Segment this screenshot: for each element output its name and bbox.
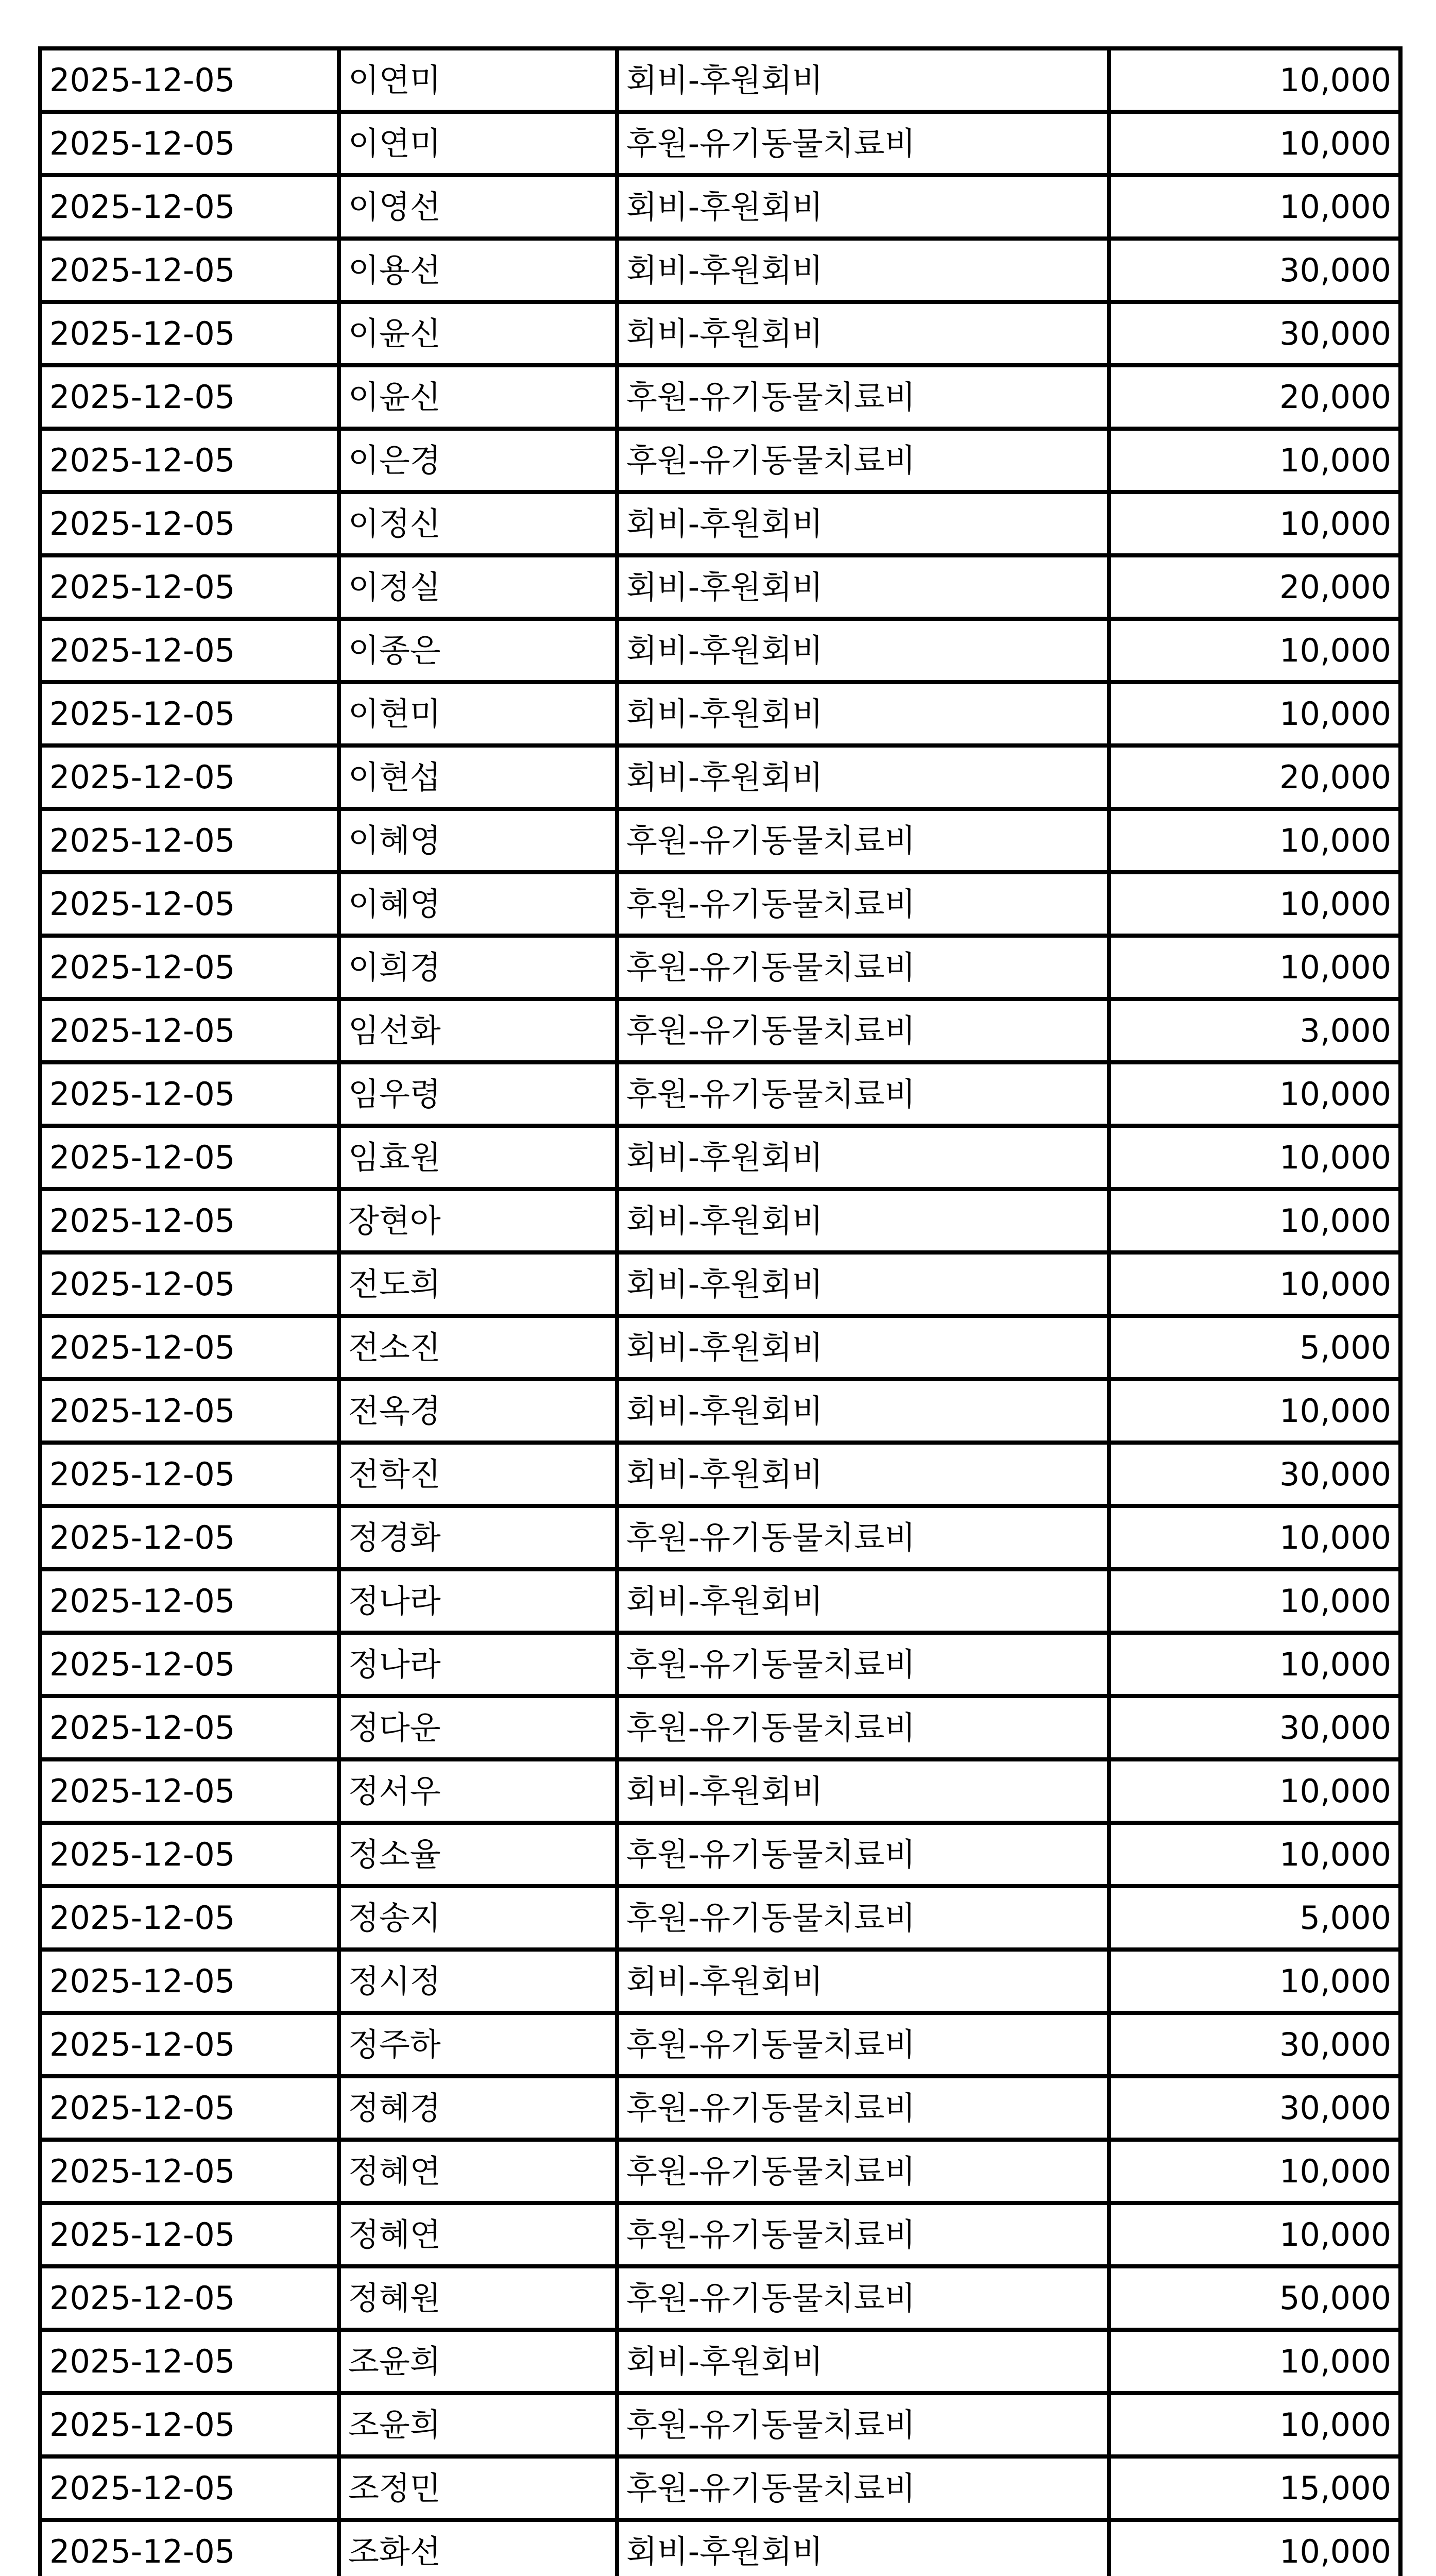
amount-cell: 5,000 bbox=[1109, 1886, 1400, 1950]
date-cell: 2025-12-05 bbox=[40, 2520, 339, 2576]
name-cell: 이연미 bbox=[339, 48, 617, 112]
date-cell: 2025-12-05 bbox=[40, 1633, 339, 1696]
name-cell: 조화선 bbox=[339, 2520, 617, 2576]
date-cell: 2025-12-05 bbox=[40, 619, 339, 682]
date-cell: 2025-12-05 bbox=[40, 809, 339, 872]
table-row bbox=[40, 936, 1400, 999]
item-cell: 회비-후원회비 bbox=[617, 682, 1109, 745]
date-cell: 2025-12-05 bbox=[40, 1443, 339, 1506]
item-cell: 후원-유기동물치료비 bbox=[617, 1506, 1109, 1569]
amount-cell: 30,000 bbox=[1109, 239, 1400, 302]
date-cell: 2025-12-05 bbox=[40, 1696, 339, 1759]
name-cell: 정혜경 bbox=[339, 2076, 617, 2140]
item-cell: 후원-유기동물치료비 bbox=[617, 872, 1109, 936]
item-cell: 후원-유기동물치료비 bbox=[617, 1886, 1109, 1950]
name-cell: 장현아 bbox=[339, 1189, 617, 1252]
date-cell: 2025-12-05 bbox=[40, 1062, 339, 1126]
table-row bbox=[40, 2393, 1400, 2456]
amount-cell: 20,000 bbox=[1109, 555, 1400, 619]
table-row bbox=[40, 2520, 1400, 2576]
amount-cell: 20,000 bbox=[1109, 365, 1400, 429]
table-row bbox=[40, 2266, 1400, 2330]
item-cell: 회비-후원회비 bbox=[617, 1189, 1109, 1252]
table-row bbox=[40, 1379, 1400, 1443]
table-row bbox=[40, 1189, 1400, 1252]
table-row bbox=[40, 745, 1400, 809]
date-cell: 2025-12-05 bbox=[40, 302, 339, 365]
amount-cell: 10,000 bbox=[1109, 1569, 1400, 1633]
amount-cell: 10,000 bbox=[1109, 1189, 1400, 1252]
item-cell: 후원-유기동물치료비 bbox=[617, 112, 1109, 175]
name-cell: 이은경 bbox=[339, 429, 617, 492]
item-cell: 후원-유기동물치료비 bbox=[617, 2203, 1109, 2266]
date-cell: 2025-12-05 bbox=[40, 2456, 339, 2520]
date-cell: 2025-12-05 bbox=[40, 365, 339, 429]
table-row bbox=[40, 2456, 1400, 2520]
amount-cell: 10,000 bbox=[1109, 1950, 1400, 2013]
name-cell: 전도희 bbox=[339, 1252, 617, 1316]
item-cell: 후원-유기동물치료비 bbox=[617, 999, 1109, 1062]
table-row bbox=[40, 492, 1400, 555]
name-cell: 정나라 bbox=[339, 1569, 617, 1633]
amount-cell: 10,000 bbox=[1109, 809, 1400, 872]
name-cell: 전옥경 bbox=[339, 1379, 617, 1443]
date-cell: 2025-12-05 bbox=[40, 999, 339, 1062]
date-cell: 2025-12-05 bbox=[40, 1950, 339, 2013]
date-cell: 2025-12-05 bbox=[40, 492, 339, 555]
amount-cell: 5,000 bbox=[1109, 1316, 1400, 1379]
item-cell: 회비-후원회비 bbox=[617, 302, 1109, 365]
table-row bbox=[40, 1443, 1400, 1506]
name-cell: 정주하 bbox=[339, 2013, 617, 2076]
amount-cell: 20,000 bbox=[1109, 745, 1400, 809]
item-cell: 후원-유기동물치료비 bbox=[617, 936, 1109, 999]
table-row bbox=[40, 1062, 1400, 1126]
date-cell: 2025-12-05 bbox=[40, 2203, 339, 2266]
date-cell: 2025-12-05 bbox=[40, 429, 339, 492]
name-cell: 이연미 bbox=[339, 112, 617, 175]
name-cell: 이희경 bbox=[339, 936, 617, 999]
name-cell: 전소진 bbox=[339, 1316, 617, 1379]
name-cell: 이윤신 bbox=[339, 302, 617, 365]
table-row bbox=[40, 1696, 1400, 1759]
date-cell: 2025-12-05 bbox=[40, 872, 339, 936]
item-cell: 후원-유기동물치료비 bbox=[617, 2140, 1109, 2203]
name-cell: 이윤신 bbox=[339, 365, 617, 429]
amount-cell: 10,000 bbox=[1109, 2203, 1400, 2266]
amount-cell: 10,000 bbox=[1109, 682, 1400, 745]
item-cell: 회비-후원회비 bbox=[617, 745, 1109, 809]
table-row bbox=[40, 1252, 1400, 1316]
amount-cell: 10,000 bbox=[1109, 1823, 1400, 1886]
item-cell: 회비-후원회비 bbox=[617, 1316, 1109, 1379]
date-cell: 2025-12-05 bbox=[40, 112, 339, 175]
item-cell: 후원-유기동물치료비 bbox=[617, 1633, 1109, 1696]
table-row bbox=[40, 1886, 1400, 1950]
date-cell: 2025-12-05 bbox=[40, 1506, 339, 1569]
name-cell: 전학진 bbox=[339, 1443, 617, 1506]
table-row bbox=[40, 1823, 1400, 1886]
item-cell: 후원-유기동물치료비 bbox=[617, 365, 1109, 429]
item-cell: 후원-유기동물치료비 bbox=[617, 1823, 1109, 1886]
table-row bbox=[40, 429, 1400, 492]
table-row bbox=[40, 2076, 1400, 2140]
date-cell: 2025-12-05 bbox=[40, 555, 339, 619]
table-row bbox=[40, 2013, 1400, 2076]
name-cell: 이혜영 bbox=[339, 809, 617, 872]
table-row bbox=[40, 1569, 1400, 1633]
table-row bbox=[40, 1126, 1400, 1189]
name-cell: 조윤희 bbox=[339, 2330, 617, 2393]
table-row bbox=[40, 555, 1400, 619]
item-cell: 회비-후원회비 bbox=[617, 1759, 1109, 1823]
amount-cell: 10,000 bbox=[1109, 936, 1400, 999]
item-cell: 후원-유기동물치료비 bbox=[617, 1696, 1109, 1759]
amount-cell: 10,000 bbox=[1109, 1379, 1400, 1443]
amount-cell: 30,000 bbox=[1109, 302, 1400, 365]
date-cell: 2025-12-05 bbox=[40, 2266, 339, 2330]
name-cell: 이종은 bbox=[339, 619, 617, 682]
item-cell: 후원-유기동물치료비 bbox=[617, 809, 1109, 872]
date-cell: 2025-12-05 bbox=[40, 1379, 339, 1443]
table-row bbox=[40, 112, 1400, 175]
name-cell: 정소율 bbox=[339, 1823, 617, 1886]
name-cell: 이현섭 bbox=[339, 745, 617, 809]
name-cell: 이정실 bbox=[339, 555, 617, 619]
table-row bbox=[40, 682, 1400, 745]
date-cell: 2025-12-05 bbox=[40, 2140, 339, 2203]
date-cell: 2025-12-05 bbox=[40, 2393, 339, 2456]
name-cell: 정경화 bbox=[339, 1506, 617, 1569]
table-row bbox=[40, 1633, 1400, 1696]
date-cell: 2025-12-05 bbox=[40, 745, 339, 809]
date-cell: 2025-12-05 bbox=[40, 936, 339, 999]
item-cell: 회비-후원회비 bbox=[617, 1569, 1109, 1633]
table-row bbox=[40, 809, 1400, 872]
name-cell: 조윤희 bbox=[339, 2393, 617, 2456]
table-row bbox=[40, 999, 1400, 1062]
date-cell: 2025-12-05 bbox=[40, 1189, 339, 1252]
name-cell: 이영선 bbox=[339, 175, 617, 239]
amount-cell: 3,000 bbox=[1109, 999, 1400, 1062]
name-cell: 이용선 bbox=[339, 239, 617, 302]
amount-cell: 10,000 bbox=[1109, 2140, 1400, 2203]
item-cell: 후원-유기동물치료비 bbox=[617, 2393, 1109, 2456]
item-cell: 회비-후원회비 bbox=[617, 1126, 1109, 1189]
amount-cell: 10,000 bbox=[1109, 2393, 1400, 2456]
table-row bbox=[40, 872, 1400, 936]
amount-cell: 10,000 bbox=[1109, 1126, 1400, 1189]
date-cell: 2025-12-05 bbox=[40, 2330, 339, 2393]
item-cell: 회비-후원회비 bbox=[617, 555, 1109, 619]
name-cell: 정혜연 bbox=[339, 2203, 617, 2266]
name-cell: 임우령 bbox=[339, 1062, 617, 1126]
date-cell: 2025-12-05 bbox=[40, 1126, 339, 1189]
item-cell: 후원-유기동물치료비 bbox=[617, 1062, 1109, 1126]
amount-cell: 10,000 bbox=[1109, 872, 1400, 936]
table-row bbox=[40, 175, 1400, 239]
table-row bbox=[40, 1506, 1400, 1569]
item-cell: 후원-유기동물치료비 bbox=[617, 2013, 1109, 2076]
item-cell: 후원-유기동물치료비 bbox=[617, 2266, 1109, 2330]
donation-table-body bbox=[40, 48, 1400, 2576]
amount-cell: 10,000 bbox=[1109, 1759, 1400, 1823]
name-cell: 정다운 bbox=[339, 1696, 617, 1759]
amount-cell: 30,000 bbox=[1109, 1696, 1400, 1759]
amount-cell: 10,000 bbox=[1109, 1252, 1400, 1316]
amount-cell: 10,000 bbox=[1109, 48, 1400, 112]
item-cell: 회비-후원회비 bbox=[617, 239, 1109, 302]
name-cell: 정혜연 bbox=[339, 2140, 617, 2203]
table-row bbox=[40, 2330, 1400, 2393]
date-cell: 2025-12-05 bbox=[40, 239, 339, 302]
name-cell: 이현미 bbox=[339, 682, 617, 745]
date-cell: 2025-12-05 bbox=[40, 1252, 339, 1316]
date-cell: 2025-12-05 bbox=[40, 1316, 339, 1379]
item-cell: 회비-후원회비 bbox=[617, 175, 1109, 239]
name-cell: 정나라 bbox=[339, 1633, 617, 1696]
item-cell: 후원-유기동물치료비 bbox=[617, 429, 1109, 492]
name-cell: 이혜영 bbox=[339, 872, 617, 936]
amount-cell: 15,000 bbox=[1109, 2456, 1400, 2520]
amount-cell: 30,000 bbox=[1109, 1443, 1400, 1506]
name-cell: 정시정 bbox=[339, 1950, 617, 2013]
item-cell: 후원-유기동물치료비 bbox=[617, 2076, 1109, 2140]
name-cell: 정서우 bbox=[339, 1759, 617, 1823]
name-cell: 임효원 bbox=[339, 1126, 617, 1189]
date-cell: 2025-12-05 bbox=[40, 1823, 339, 1886]
date-cell: 2025-12-05 bbox=[40, 175, 339, 239]
amount-cell: 10,000 bbox=[1109, 112, 1400, 175]
item-cell: 회비-후원회비 bbox=[617, 1252, 1109, 1316]
date-cell: 2025-12-05 bbox=[40, 2076, 339, 2140]
table-row bbox=[40, 239, 1400, 302]
table-row bbox=[40, 302, 1400, 365]
item-cell: 회비-후원회비 bbox=[617, 619, 1109, 682]
date-cell: 2025-12-05 bbox=[40, 682, 339, 745]
amount-cell: 10,000 bbox=[1109, 175, 1400, 239]
amount-cell: 30,000 bbox=[1109, 2076, 1400, 2140]
amount-cell: 10,000 bbox=[1109, 1633, 1400, 1696]
table-row bbox=[40, 619, 1400, 682]
table-row bbox=[40, 1950, 1400, 2013]
item-cell: 회비-후원회비 bbox=[617, 1443, 1109, 1506]
item-cell: 회비-후원회비 bbox=[617, 48, 1109, 112]
amount-cell: 10,000 bbox=[1109, 2520, 1400, 2576]
table-row bbox=[40, 2203, 1400, 2266]
item-cell: 회비-후원회비 bbox=[617, 1379, 1109, 1443]
name-cell: 이정신 bbox=[339, 492, 617, 555]
date-cell: 2025-12-05 bbox=[40, 1569, 339, 1633]
donation-table bbox=[38, 46, 1403, 2576]
table-row bbox=[40, 365, 1400, 429]
amount-cell: 10,000 bbox=[1109, 2330, 1400, 2393]
amount-cell: 10,000 bbox=[1109, 1506, 1400, 1569]
amount-cell: 10,000 bbox=[1109, 1062, 1400, 1126]
item-cell: 회비-후원회비 bbox=[617, 1950, 1109, 2013]
amount-cell: 10,000 bbox=[1109, 492, 1400, 555]
item-cell: 후원-유기동물치료비 bbox=[617, 2456, 1109, 2520]
table-row bbox=[40, 1316, 1400, 1379]
date-cell: 2025-12-05 bbox=[40, 1759, 339, 1823]
date-cell: 2025-12-05 bbox=[40, 48, 339, 112]
name-cell: 조정민 bbox=[339, 2456, 617, 2520]
name-cell: 정혜원 bbox=[339, 2266, 617, 2330]
table-row bbox=[40, 2140, 1400, 2203]
date-cell: 2025-12-05 bbox=[40, 2013, 339, 2076]
amount-cell: 50,000 bbox=[1109, 2266, 1400, 2330]
item-cell: 회비-후원회비 bbox=[617, 492, 1109, 555]
name-cell: 임선화 bbox=[339, 999, 617, 1062]
amount-cell: 30,000 bbox=[1109, 2013, 1400, 2076]
table-row bbox=[40, 1759, 1400, 1823]
amount-cell: 10,000 bbox=[1109, 619, 1400, 682]
date-cell: 2025-12-05 bbox=[40, 1886, 339, 1950]
name-cell: 정송지 bbox=[339, 1886, 617, 1950]
item-cell: 회비-후원회비 bbox=[617, 2520, 1109, 2576]
table-row bbox=[40, 48, 1400, 112]
amount-cell: 10,000 bbox=[1109, 429, 1400, 492]
item-cell: 회비-후원회비 bbox=[617, 2330, 1109, 2393]
